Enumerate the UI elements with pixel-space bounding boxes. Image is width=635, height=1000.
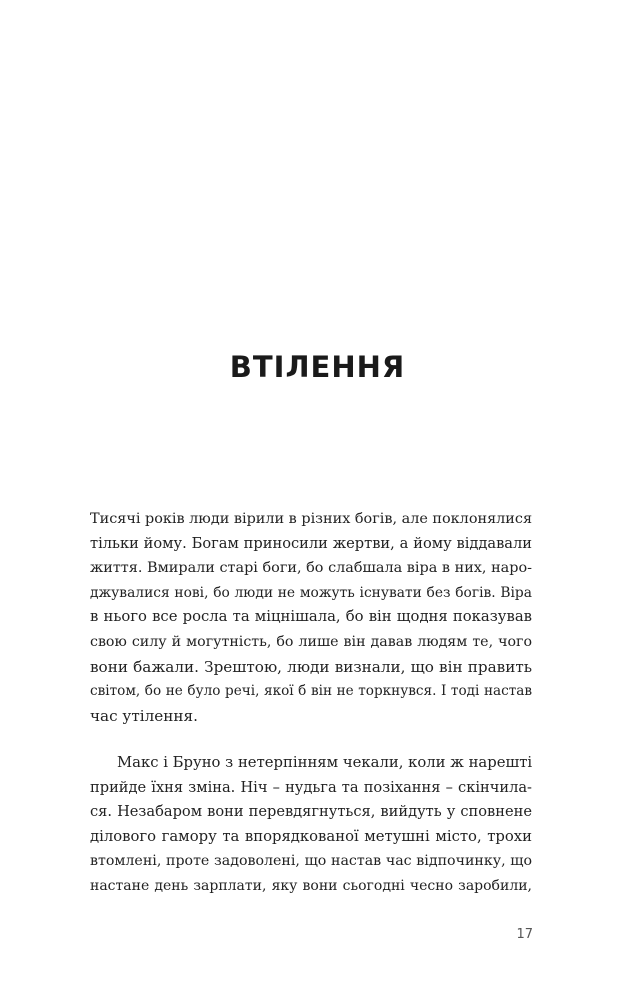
text-line: свою силу й могутність, бо лише він давав людям те, чого — [90, 633, 532, 650]
chapter-title: ВТІЛЕННЯ — [229, 350, 406, 384]
text-line: Тисячі років люди вірили в різних богів, але поклонялися — [90, 511, 532, 527]
text-line: ся. Незабаром вони перевдягнуться, вийдуть у сповнене — [90, 803, 532, 821]
text-line: в нього все росла та міцнішала, бо він щодня показував — [90, 608, 532, 626]
text-line: тільки йому. Богам приносили жертви, а йому віддавали — [90, 534, 532, 552]
text-line: вони бажали. Зрештою, люди визнали, що він править — [90, 657, 532, 676]
text-line: життя. Вмирали старі боги, бо слабшала віра в них, наро- — [90, 560, 532, 577]
text-line: світом, бо не було речі, якої б він не торкнувся. І тоді настав — [90, 683, 532, 700]
text-line: прийде їхня зміна. Ніч – нудьга та позіхання – скінчила- — [90, 778, 532, 796]
text-line: настане день зарплати, яку вони сьогодні чесно заробили, — [90, 877, 532, 894]
paragraph-2 — [90, 751, 532, 899]
text-line: Макс і Бруно з нетерпінням чекали, коли ж нарешті — [117, 754, 532, 771]
page-number: 17 — [516, 927, 533, 942]
text-line: джувалися нові, бо люди не можуть існувати без богів. Віра — [90, 584, 532, 601]
text-line: втомлені, проте задоволені, що настав час відпочинку, що — [90, 853, 532, 870]
text-line: ділового гамору та впорядкованої метушні місто, трохи — [90, 827, 532, 845]
text-line: час утілення. — [90, 706, 198, 725]
paragraph-1 — [90, 507, 532, 728]
